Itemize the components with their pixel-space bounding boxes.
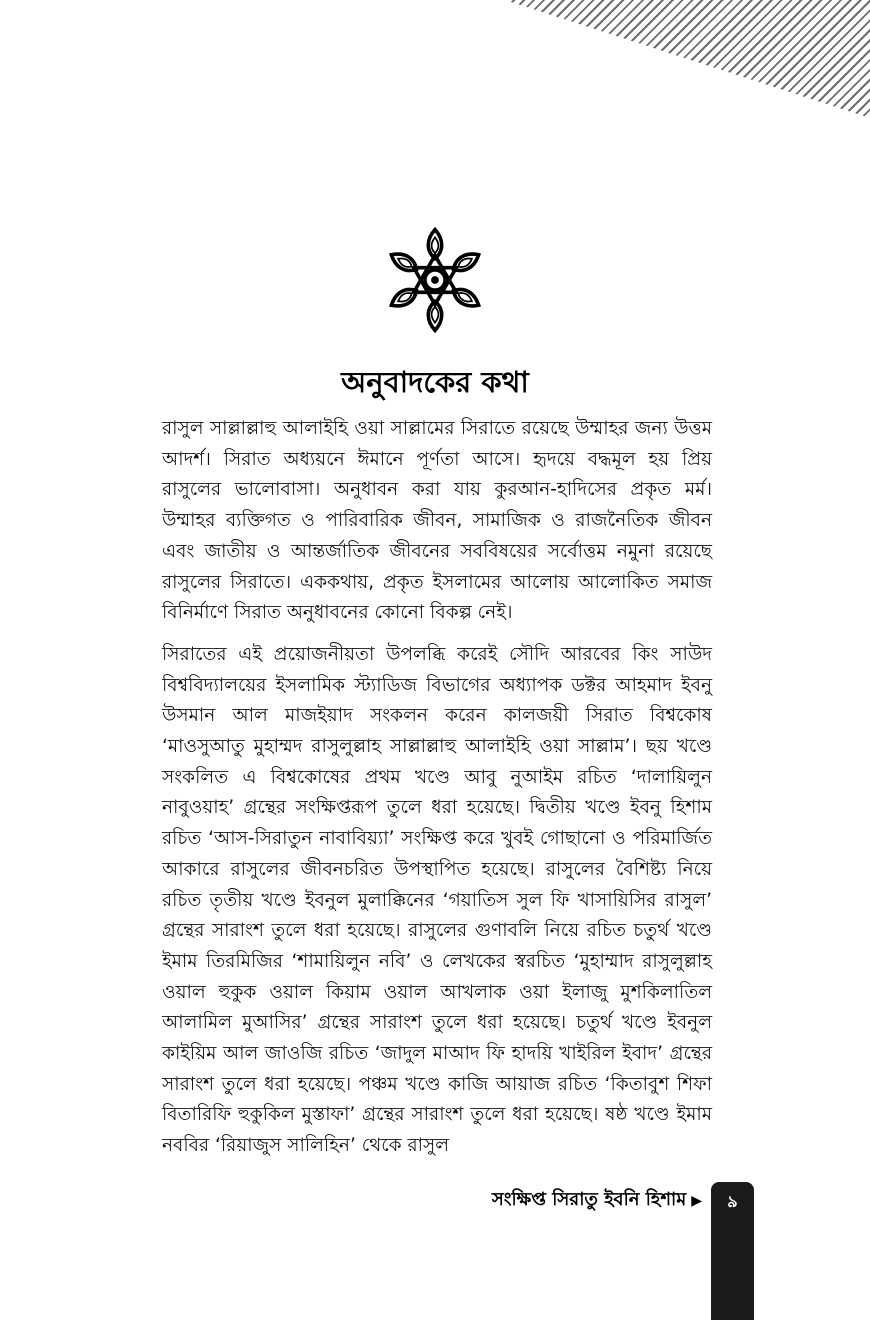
page-number-tab <box>711 1182 754 1320</box>
running-footer <box>420 1185 702 1216</box>
triangle-right-icon: ▶ <box>691 1193 702 1209</box>
paragraph: রাসুল সাল্লাল্লাহু আলাইহি ওয়া সাল্লামের সিরাতে রয়েছে উম্মাহর জন্য উত্তম আদর্শ। সিরাত অধ্যয়নে ঈমানে পূর্ণতা আসে। হৃদয়ে বদ্ধমূল হয় প্রিয় রাসুলের ভালোবাসা। অনুধাবন করা যায় কুরআন-হাদিসের প্রকৃত মর্ম। উম্মাহর ব্যক্তিগত ও পারিবারিক জীবন, সামাজিক ও রাজনৈতিক জীবন এবং জাতীয় ও আন্তর্জাতিক জীবনের সববিষয়ের সর্বোত্তম নমুনা রয়েছে রাসুলের সিরাতে। এককথায়, প্রকৃত ইসলামের আলোয় আলোকিত সমাজ বিনির্মাণে সিরাত অনুধাবনের কোনো বিকল্প নেই। <box>162 418 712 624</box>
page-number: ৯ <box>727 1192 738 1211</box>
floral-ornament-icon <box>379 224 491 336</box>
corner-hatch-decoration <box>505 0 870 118</box>
page-title: অনুবাদকের কথা <box>341 365 529 399</box>
paragraph: সিরাতের এই প্রয়োজনীয়তা উপলব্ধি করেই সৌদি আরবের কিং সাউদ বিশ্ববিদ্যালয়ের ইসলামিক স্ট্যাডিজ বিভাগের অধ্যাপক ডক্টর আহমাদ ইবনু উসমান আল মাজইয়াদ সংকলন করেন কালজয়ী সিরাত বিশ্বকোষ ‘মাওসুআতু মুহাম্মদ রাসুলুল্লাহ সাল্লাল্লাহু আলাইহি ওয়া সাল্লাম’। ছয় খণ্ডে সংকলিত এ বিশ্বকোষের প্রথম খণ্ডে আবু নুআইম রচিত ‘দালায়িলুন নাবুওয়াহ’ গ্রন্থের সংক্ষিপ্তরূপ তুলে ধরা হয়েছে। দ্বিতীয় খণ্ডে ইবনু হিশাম রচিত ‘আস-সিরাতুন নাবাবিয়্যা’ সংক্ষিপ্ত করে খুবই গোছানো ও পরিমার্জিত আকারে রাসুলের জীবনচরিত উপস্থাপিত হয়েছে। রাসুলের বৈশিষ্ট্য নিয়ে রচিত তৃতীয় খণ্ডে ইবনুল মুলাক্কিনের ‘গয়াতিস সুল ফি খাসায়িসির রাসুল’ গ্রন্থের সারাংশ তুলে ধরা হয়েছে। রাসুলের গুণাবলি নিয়ে রচিত চতুর্থ খণ্ডে ইমাম তিরমিজির ‘শামায়িলুন নবি’ ও লেখকের স্বরচিত ‘মুহাম্মাদ রাসুলুল্লাহ ওয়াল হুকুক ওয়াল কিয়াম ওয়াল আখলাক ওয়া ইলাজু মুশকিলাতিল আলামিল মুআসির’ গ্রন্থের সারাংশ তুলে ধরা হয়েছে। চতুর্থ খণ্ডে ইবনুল কাইয়িম আল জাওজি রচিত ‘জাদুল মাআদ ফি হাদয়ি খাইরিল ইবাদ’ গ্রন্থের সারাংশ তুলে ধরা হয়েছে। পঞ্চম খণ্ডে কাজি আয়াজ রচিত ‘কিতাবুশ শিফা বিতারিফি হুকুকিল মুস্তাফা’ গ্রন্থের সারাংশ তুলে ধরা হয়েছে। ষষ্ঠ খণ্ডে ইমাম নববির ‘রিয়াজুস সালিহিন’ থেকে রাসুল <box>162 643 712 1157</box>
body-text <box>162 414 712 1173</box>
running-title: সংক্ষিপ্ত সিরাতু ইবনি হিশাম <box>491 1189 687 1210</box>
